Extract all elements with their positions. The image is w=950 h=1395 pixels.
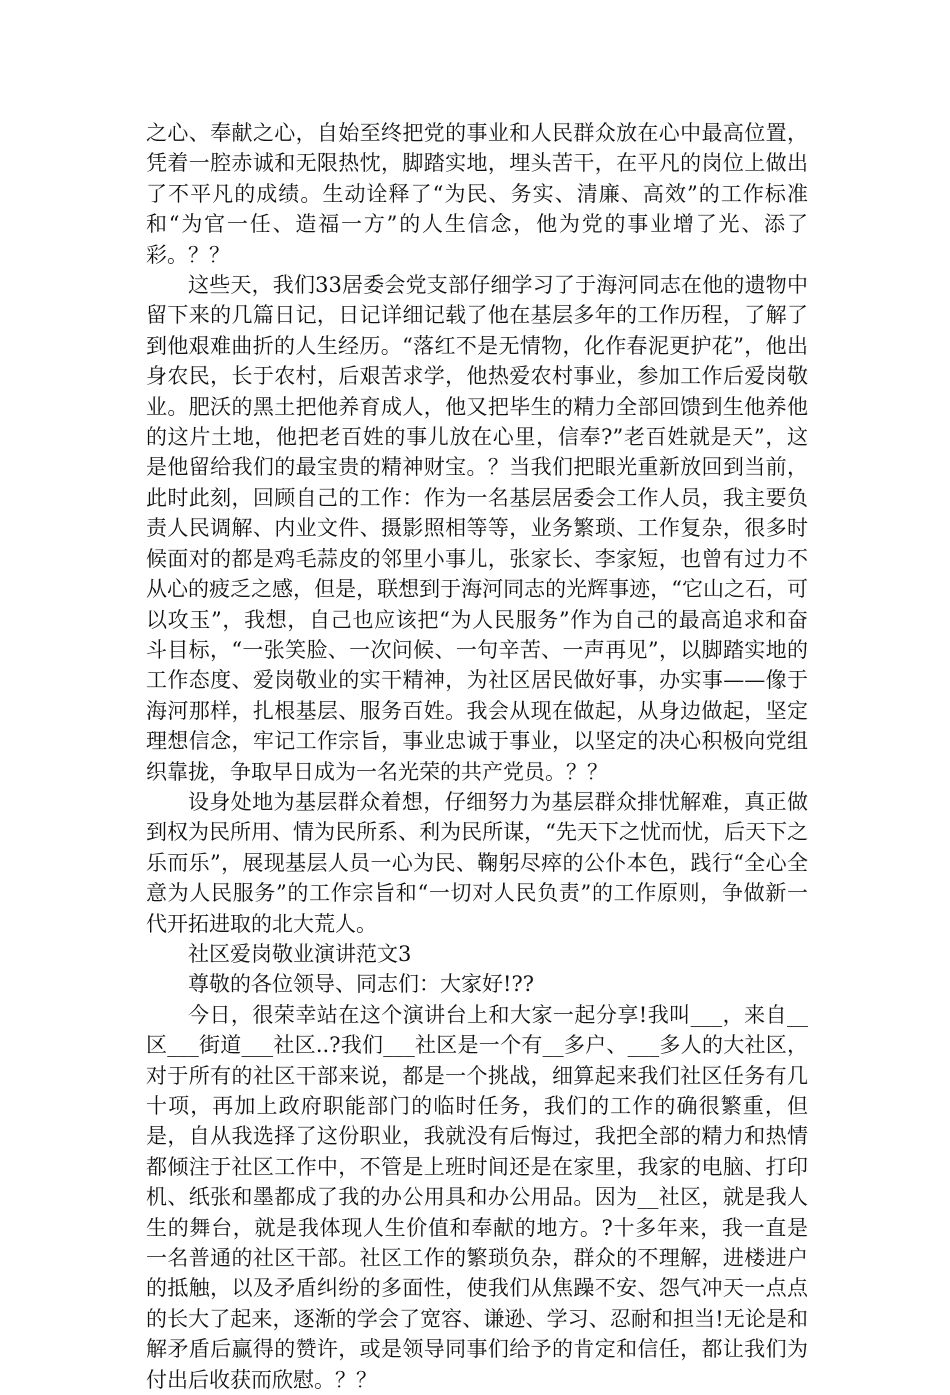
- greeting-paragraph: 尊敬的各位领导、同志们：大家好!??: [188, 972, 534, 997]
- section-heading: 社区爱岗敬业演讲范文3: [188, 941, 412, 966]
- paragraph-1: 之心、奉献之心，自始至终把党的事业和人民群众放在心中最高位置，凭着一腔赤诚和无限热忱，脚踏实地，埋头苦干，在平凡的岗位上做出了不平凡的成绩。生动诠释了“为民、务实、清廉、高效”的工作标准和“为官一任、造福一方”的人生信念，他为党的事业增了光、添了彩。？？: [146, 121, 808, 267]
- paragraph-6: 今日，很荣幸站在这个演讲台上和大家一起分享!我叫___，来自__区___街道___社区..?我们___社区是一个有__多户、___多人的大社区，对于所有的社区干部来说，都是一个挑战，细算起来我们社区任务有几十项，再加上政府职能部门的临时任务，我们的工作的确很繁重，但是，自从我选择了这份职业，我就没有后悔过，我把全部的精力和热情都倾注于社区工作中，不管是上班时间还是在家里，我家的电脑、打印机、纸张和墨都成了我的办公用具和办公用品。因为__社区，就是我人生的舞台，就是我体现人生价值和奉献的地方。?十多年来，我一直是一名普通的社区干部。社区工作的繁琐负杂，群众的不理解，进楼进户的抵触，以及矛盾纠纷的多面性，使我们从焦躁不安、怨气冲天一点点的长大了起来，逐渐的学会了宽容、谦逊、学习、忍耐和担当!无论是和解矛盾后赢得的赞许，或是领导同事们给予的肯定和信任，都让我们为付出后收获而欣慰。？？: [146, 1002, 808, 1392]
- document-body: [146, 118, 808, 1395]
- paragraph-3: 设身处地为基层群众着想，仔细努力为基层群众排忧解难，真正做到权为民所用、情为民所系、利为民所谋，“先天下之忧而忧，后天下之乐而乐”，展现基层人员一心为民、鞠躬尽瘁的公仆本色，践行“全心全意为人民服务”的工作宗旨和“一切对人民负责”的工作原则，争做新一代开拓进取的北大荒人。: [146, 789, 808, 936]
- paragraph-2: 这些天，我们33居委会党支部仔细学习了于海河同志在他的遗物中留下来的几篇日记，日记详细记载了他在基层多年的工作历程，了解了到他艰难曲折的人生经历。“落红不是无情物，化作春泥更护花”，他出身农民，长于农村，后艰苦求学，他热爱农村事业，参加工作后爱岗敬业。肥沃的黑土把他养育成人，他又把毕生的精力全部回馈到生他养他的这片土地，他把老百姓的事儿放在心里，信奉?”老百姓就是天”，这是他留给我们的最宝贵的精神财宝。？当我们把眼光重新放回到当前，此时此刻，回顾自己的工作：作为一名基层居委会工作人员，我主要负责人民调解、内业文件、摄影照相等等，业务繁琐、工作复杂，很多时候面对的都是鸡毛蒜皮的邻里小事儿，张家长、李家短，也曾有过力不从心的疲乏之感，但是，联想到于海河同志的光辉事迹，“它山之石，可以攻玉”，我想，自己也应该把“为人民服务”作为自己的最高追求和奋斗目标，“一张笑脸、一次问候、一句辛苦、一声再见”，以脚踏实地的工作态度、爱岗敬业的实干精神，为社区居民做好事，办实事——像于海河那样，扎根基层、服务百姓。我会从现在做起，从身边做起，坚定理想信念，牢记工作宗旨，事业忠诚于事业，以坚定的决心积极向党组织靠拢，争取早日成为一名光荣的共产党员。？？: [146, 273, 808, 784]
